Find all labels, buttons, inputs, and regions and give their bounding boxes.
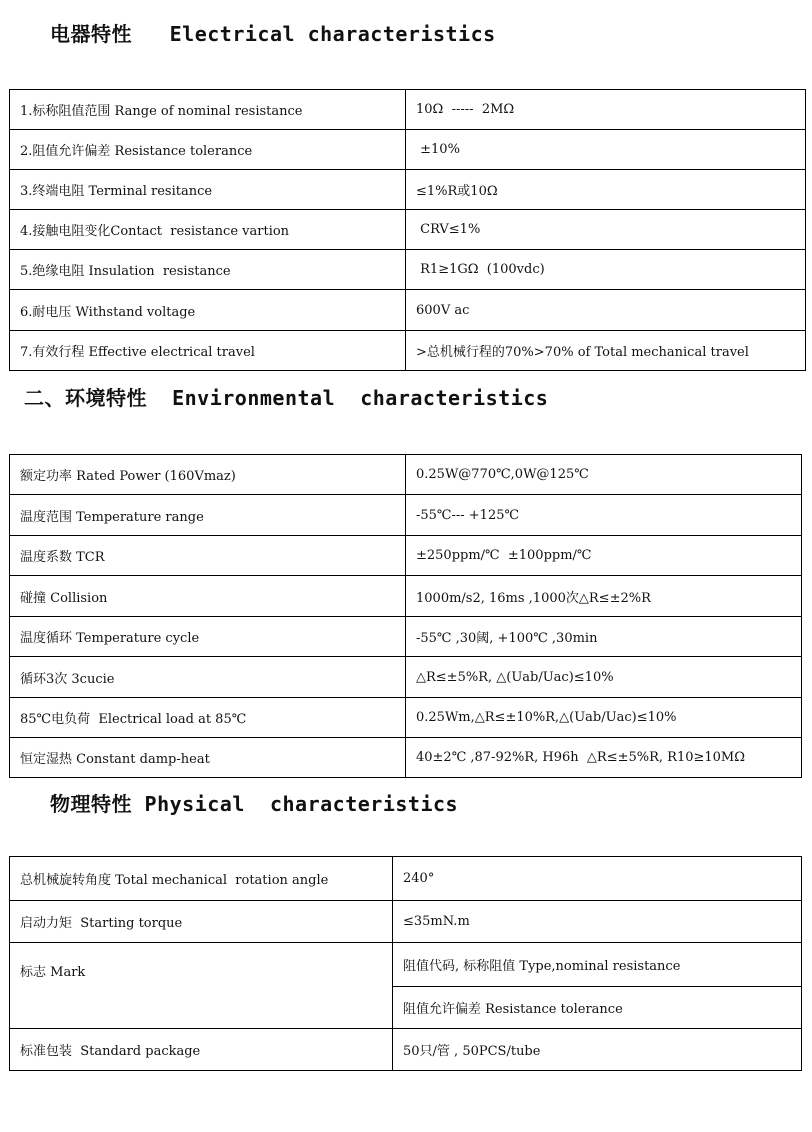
value-cell: 40±2℃ ,87-92%R, H96h △R≤±5%R, R10≥10MΩ [406, 738, 802, 778]
value-cell: △R≤±5%R, △(Uab/Uac)≤10% [406, 657, 802, 698]
table-row [10, 857, 802, 901]
value-cell: ≤1%R或10Ω [406, 170, 806, 210]
value-cell: ±10% [406, 130, 806, 170]
param-cell: 85℃电负荷 Electrical load at 85℃ [10, 698, 406, 738]
param-cell: 标准包装 Standard package [10, 1029, 393, 1071]
table-row [10, 331, 806, 371]
table-row [10, 698, 802, 738]
param-cell: 额定功率 Rated Power (160Vmaz) [10, 455, 406, 495]
table-row [10, 90, 806, 130]
value-cell: 600V ac [406, 290, 806, 331]
param-cell: 标志 Mark [10, 943, 393, 1029]
param-cell: 恒定湿热 Constant damp-heat [10, 738, 406, 778]
value-cell: ≤35mN.m [393, 901, 802, 943]
table-row [10, 576, 802, 617]
section-title-environmental: 二、环境特性 Environmental characteristics [24, 386, 549, 410]
physical-table [9, 856, 802, 1071]
section-title-physical: 物理特性 Physical characteristics [50, 792, 459, 816]
value-cell: 240° [393, 857, 802, 901]
table-row [10, 290, 806, 331]
value-cell: -55℃--- +125℃ [406, 495, 802, 536]
value-cell: 50只/管 , 50PCS/tube [393, 1029, 802, 1071]
table-row [10, 738, 802, 778]
value-cell: CRV≤1% [406, 210, 806, 250]
param-cell: 2.阻值允许偏差 Resistance tolerance [10, 130, 406, 170]
param-cell: 5.绝缘电阻 Insulation resistance [10, 250, 406, 290]
param-cell: 温度系数 TCR [10, 536, 406, 576]
value-cell: 0.25Wm,△R≤±10%R,△(Uab/Uac)≤10% [406, 698, 802, 738]
table-row [10, 250, 806, 290]
param-cell: 启动力矩 Starting torque [10, 901, 393, 943]
table-row [10, 943, 802, 987]
table-row [10, 495, 802, 536]
environmental-table [9, 454, 802, 778]
section-title-electrical: 电器特性 Electrical characteristics [50, 22, 496, 46]
param-cell: 碰撞 Collision [10, 576, 406, 617]
value-cell: 0.25W@770℃,0W@125℃ [406, 455, 802, 495]
value-cell: R1≥1GΩ (100vdc) [406, 250, 806, 290]
table-row [10, 130, 806, 170]
param-cell: 总机械旋转角度 Total mechanical rotation angle [10, 857, 393, 901]
param-cell: 3.终端电阻 Terminal resitance [10, 170, 406, 210]
param-cell: 4.接触电阻变化Contact resistance vartion [10, 210, 406, 250]
param-cell: 1.标称阻值范围 Range of nominal resistance [10, 90, 406, 130]
param-cell: 温度循环 Temperature cycle [10, 617, 406, 657]
table-row [10, 617, 802, 657]
value-cell: ±250ppm/℃ ±100ppm/℃ [406, 536, 802, 576]
param-cell: 循环3次 3cucie [10, 657, 406, 698]
electrical-table [9, 89, 806, 371]
param-cell: 7.有效行程 Effective electrical travel [10, 331, 406, 371]
param-cell: 温度范围 Temperature range [10, 495, 406, 536]
table-row [10, 455, 802, 495]
value-cell: 阻值允许偏差 Resistance tolerance [393, 987, 802, 1029]
table-row [10, 536, 802, 576]
value-cell: >总机械行程的70%>70% of Total mechanical travel [406, 331, 806, 371]
value-cell: 1000m/s2, 16ms ,1000次△R≤±2%R [406, 576, 802, 617]
value-cell: 阻值代码, 标称阻值 Type,nominal resistance [393, 943, 802, 987]
table-row [10, 170, 806, 210]
param-cell: 6.耐电压 Withstand voltage [10, 290, 406, 331]
table-row [10, 210, 806, 250]
table-row [10, 1029, 802, 1071]
table-row [10, 901, 802, 943]
value-cell: 10Ω ----- 2MΩ [406, 90, 806, 130]
value-cell: -55℃ ,30阈, +100℃ ,30min [406, 617, 802, 657]
table-row [10, 657, 802, 698]
